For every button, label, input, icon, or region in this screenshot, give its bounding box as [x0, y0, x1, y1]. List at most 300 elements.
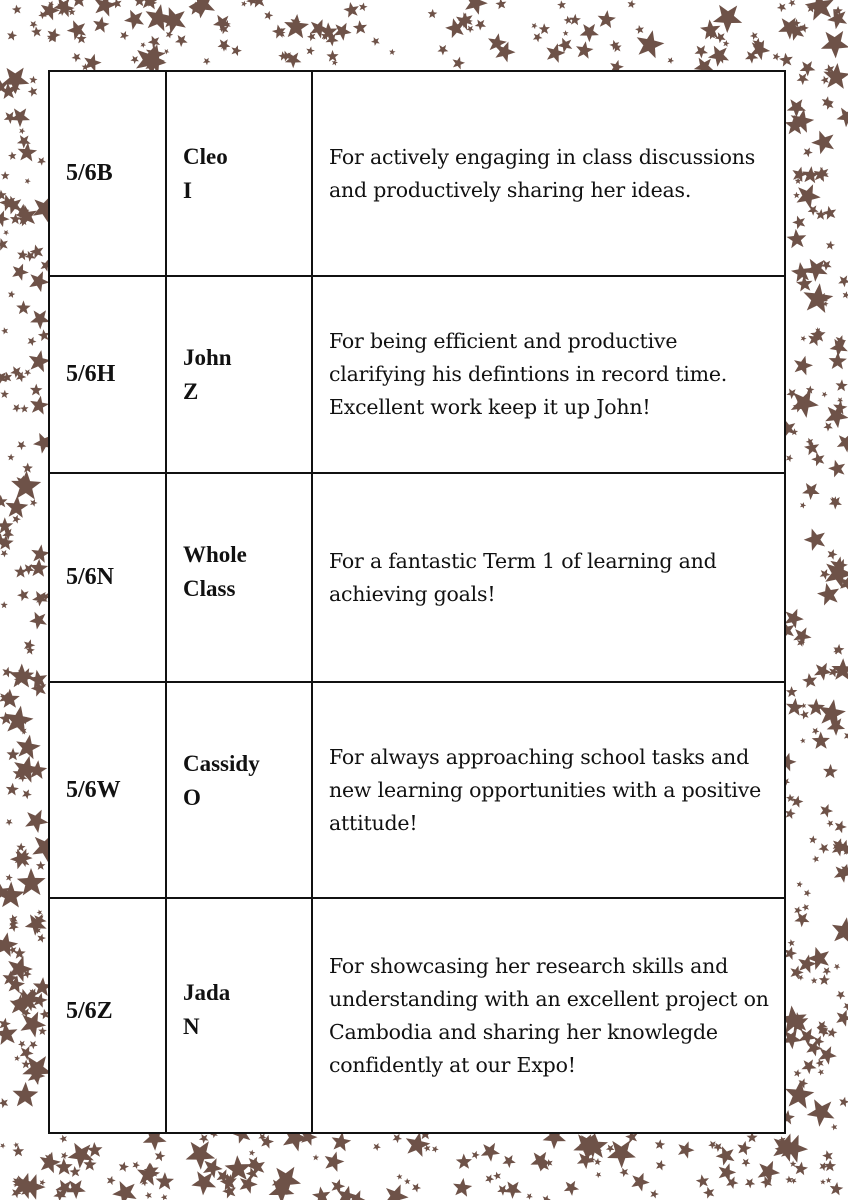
- star-icon: [332, 59, 338, 65]
- star-icon: [844, 731, 848, 740]
- class-cell: 5/6H: [49, 276, 166, 473]
- star-icon: [6, 819, 13, 826]
- reason-line: For actively engaging in class discussions: [329, 144, 756, 169]
- star-icon: [389, 49, 396, 56]
- reason-line: confidently at our Expo!: [329, 1052, 576, 1077]
- reason-line: For always approaching school tasks and: [329, 744, 749, 769]
- star-icon: [580, 24, 599, 42]
- reason-line: Cambodia and sharing her knowlegde: [329, 1019, 718, 1044]
- star-icon: [40, 1179, 46, 1186]
- star-icon: [107, 1176, 116, 1185]
- star-icon: [650, 1190, 659, 1199]
- star-icon: [334, 23, 352, 41]
- star-icon: [0, 211, 10, 228]
- star-icon: [678, 1141, 695, 1158]
- student-name-cell: [166, 898, 312, 1133]
- star-icon: [29, 1041, 38, 1050]
- star-icon: [20, 404, 28, 412]
- star-icon: [843, 1003, 848, 1011]
- star-icon: [18, 1040, 26, 1048]
- star-icon: [815, 209, 826, 220]
- star-icon: [145, 1192, 152, 1199]
- star-icon: [21, 1012, 47, 1038]
- star-icon: [737, 1141, 751, 1155]
- star-icon: [834, 964, 841, 970]
- star-icon: [353, 20, 367, 34]
- class-cell: 5/6N: [49, 473, 166, 682]
- star-icon: [830, 1182, 844, 1195]
- star-icon: [36, 861, 46, 870]
- star-icon: [801, 703, 807, 709]
- star-icon: [12, 1145, 24, 1156]
- star-icon: [827, 1028, 837, 1038]
- star-icon: [17, 868, 46, 896]
- star-icon: [456, 1154, 472, 1170]
- star-icon: [667, 57, 674, 64]
- star-icon: [31, 26, 42, 37]
- star-icon: [794, 356, 813, 376]
- star-icon: [7, 454, 14, 461]
- star-icon: [557, 38, 572, 53]
- star-icon: [818, 1069, 825, 1076]
- star-icon: [7, 748, 20, 761]
- reason-line: achieving goals!: [329, 581, 496, 606]
- star-icon: [797, 184, 821, 209]
- star-icon: [12, 264, 29, 281]
- star-icon: [804, 529, 825, 551]
- star-icon: [22, 463, 33, 473]
- star-icon: [12, 404, 21, 413]
- star-icon: [715, 32, 726, 43]
- star-icon: [8, 291, 15, 299]
- star-icon: [843, 291, 848, 299]
- star-icon: [791, 390, 819, 418]
- star-icon: [823, 764, 838, 778]
- star-icon: [203, 58, 211, 65]
- star-icon: [801, 1059, 816, 1074]
- star-icon: [37, 910, 43, 916]
- table-row: [49, 898, 785, 1133]
- star-icon: [794, 1069, 802, 1077]
- star-icon: [313, 1154, 319, 1160]
- star-icon: [343, 2, 359, 18]
- star-icon: [3, 230, 9, 236]
- star-icon: [148, 36, 160, 48]
- star-icon: [404, 1178, 411, 1184]
- star-icon: [0, 535, 14, 550]
- star-icon: [146, 4, 173, 31]
- reason-line: Excellent work keep it up John!: [329, 395, 651, 419]
- star-icon: [71, 0, 87, 7]
- star-icon: [175, 35, 188, 47]
- star-icon: [9, 664, 34, 688]
- star-icon: [331, 1179, 345, 1194]
- star-icon: [531, 23, 537, 29]
- star-icon: [61, 1152, 68, 1160]
- awards-table: [48, 70, 786, 1134]
- star-icon: [569, 14, 581, 25]
- star-icon: [199, 1134, 209, 1144]
- student-name-line: Cassidy: [183, 751, 260, 776]
- star-icon: [30, 384, 43, 396]
- star-icon: [8, 152, 17, 161]
- star-icon: [835, 821, 847, 834]
- star-icon: [55, 1158, 73, 1175]
- star-icon: [28, 87, 38, 97]
- star-icon: [812, 728, 820, 736]
- star-icon: [823, 63, 848, 89]
- student-name-line: Class: [183, 575, 236, 601]
- star-icon: [773, 53, 781, 61]
- star-icon: [784, 947, 797, 960]
- star-icon: [166, 31, 173, 39]
- star-icon: [453, 57, 466, 70]
- reason-cell: [312, 473, 785, 682]
- star-icon: [836, 991, 845, 1000]
- star-icon: [0, 1018, 11, 1030]
- star-icon: [800, 61, 816, 76]
- star-icon: [533, 33, 543, 43]
- star-icon: [637, 30, 665, 58]
- star-icon: [18, 143, 37, 162]
- star-icon: [800, 738, 806, 744]
- star-icon: [826, 241, 835, 250]
- star-icon: [836, 108, 848, 128]
- star-icon: [837, 434, 848, 453]
- star-icon: [1, 550, 9, 558]
- star-icon: [132, 1161, 140, 1169]
- reason-line: understanding with an excellent project on: [329, 986, 769, 1011]
- star-icon: [504, 1182, 522, 1199]
- star-icon: [40, 1152, 61, 1174]
- star-icon: [156, 1172, 174, 1190]
- star-icon: [817, 583, 839, 606]
- reason-line: For being efficient and productive: [329, 329, 678, 353]
- star-icon: [396, 1174, 402, 1180]
- star-icon: [526, 1193, 533, 1200]
- star-icon: [576, 41, 594, 59]
- star-icon: [836, 379, 848, 391]
- star-icon: [811, 452, 824, 466]
- reason-line: attitude!: [329, 810, 418, 835]
- star-icon: [325, 1152, 345, 1172]
- student-name-line: Cleo: [183, 143, 228, 169]
- star-icon: [801, 336, 807, 342]
- star-icon: [794, 1162, 808, 1176]
- star-icon: [29, 76, 37, 84]
- star-icon: [20, 1046, 34, 1060]
- star-icon: [359, 3, 368, 12]
- star-icon: [307, 32, 316, 41]
- star-icon: [264, 11, 273, 20]
- star-icon: [564, 1181, 579, 1196]
- star-icon: [832, 917, 848, 944]
- star-icon: [120, 31, 129, 40]
- student-name-cell: [166, 682, 312, 898]
- star-icon: [797, 73, 809, 85]
- star-icon: [332, 1132, 352, 1152]
- student-name-cell: [166, 71, 312, 276]
- student-name-cell: [166, 276, 312, 473]
- star-icon: [25, 178, 31, 184]
- table-row: [49, 71, 785, 276]
- star-icon: [807, 1099, 835, 1127]
- star-icon: [373, 1143, 381, 1151]
- star-icon: [87, 1142, 103, 1157]
- class-cell: 5/6Z: [49, 898, 166, 1133]
- star-icon: [453, 1178, 472, 1197]
- star-icon: [437, 45, 448, 56]
- star-icon: [800, 502, 806, 509]
- star-icon: [635, 25, 644, 34]
- star-icon: [5, 706, 34, 735]
- star-icon: [788, 939, 795, 947]
- star-icon: [240, 1175, 258, 1194]
- star-icon: [4, 112, 17, 124]
- star-icon: [818, 843, 829, 854]
- star-icon: [826, 820, 833, 827]
- star-icon: [606, 1145, 615, 1153]
- star-icon: [797, 881, 803, 888]
- reason-cell: [312, 898, 785, 1133]
- star-icon: [472, 1151, 480, 1160]
- reason-line: and productively sharing her ideas.: [329, 177, 692, 202]
- star-icon: [6, 783, 19, 796]
- star-icon: [824, 1160, 836, 1172]
- star-icon: [807, 698, 825, 715]
- star-icon: [130, 56, 139, 64]
- star-icon: [786, 686, 798, 697]
- star-icon: [828, 460, 845, 478]
- star-icon: [803, 148, 813, 158]
- star-icon: [786, 454, 793, 462]
- star-icon: [29, 612, 47, 630]
- star-icon: [119, 1162, 129, 1172]
- star-icon: [802, 483, 820, 500]
- star-icon: [831, 1124, 838, 1131]
- star-icon: [542, 1195, 551, 1200]
- star-icon: [785, 808, 796, 819]
- student-name-line: Whole: [183, 541, 247, 567]
- star-icon: [628, 0, 636, 8]
- star-icon: [809, 835, 817, 843]
- reason-cell: [312, 276, 785, 473]
- star-icon: [140, 42, 146, 48]
- star-icon: [493, 1172, 501, 1180]
- star-icon: [495, 0, 506, 9]
- star-icon: [13, 515, 21, 524]
- student-name-line: I: [183, 177, 192, 203]
- star-icon: [37, 157, 46, 166]
- star-icon: [786, 698, 804, 716]
- star-icon: [124, 10, 144, 30]
- star-icon: [0, 932, 18, 957]
- star-icon: [786, 794, 794, 802]
- star-icon: [595, 1172, 601, 1178]
- star-icon: [432, 1146, 439, 1153]
- star-icon: [607, 1141, 636, 1169]
- star-icon: [14, 1055, 20, 1061]
- star-icon: [485, 1174, 494, 1183]
- star-icon: [823, 422, 833, 431]
- star-icon: [1, 327, 8, 334]
- table-row: [49, 276, 785, 473]
- star-icon: [25, 251, 36, 262]
- star-icon: [563, 30, 569, 36]
- reason-cell: [312, 71, 785, 276]
- star-icon: [475, 20, 486, 31]
- student-name-line: John: [183, 344, 232, 370]
- star-icon: [312, 1187, 330, 1200]
- star-icon: [742, 1159, 751, 1168]
- star-icon: [93, 16, 109, 32]
- star-icon: [758, 1161, 781, 1184]
- star-icon: [94, 0, 117, 17]
- star-icon: [788, 0, 795, 7]
- table-row: [49, 682, 785, 898]
- star-icon: [59, 1135, 67, 1143]
- star-icon: [385, 1184, 409, 1200]
- star-icon: [284, 14, 309, 38]
- student-name-cell: [166, 473, 312, 682]
- star-icon: [29, 271, 49, 292]
- star-icon: [821, 76, 829, 85]
- star-icon: [812, 732, 830, 750]
- table-row: [49, 473, 785, 682]
- star-icon: [703, 1187, 714, 1199]
- reason-line: clarifying his defintions in record time.: [329, 362, 728, 386]
- student-name-line: N: [183, 1013, 200, 1039]
- star-icon: [348, 1190, 367, 1200]
- star-icon: [1, 601, 8, 608]
- star-icon: [17, 589, 29, 601]
- star-icon: [2, 667, 12, 678]
- star-icon: [326, 50, 338, 62]
- reason-line: For a fantastic Term 1 of learning and: [329, 548, 717, 573]
- star-icon: [27, 337, 36, 346]
- star-icon: [793, 192, 800, 199]
- star-icon: [30, 396, 49, 415]
- student-name-line: O: [183, 785, 201, 810]
- star-icon: [465, 0, 488, 15]
- star-icon: [69, 1166, 80, 1177]
- star-icon: [249, 1150, 255, 1156]
- star-icon: [838, 275, 848, 287]
- star-icon: [231, 45, 242, 56]
- star-icon: [0, 1098, 8, 1108]
- star-icon: [0, 390, 9, 399]
- star-icon: [161, 1194, 168, 1200]
- star-icon: [750, 32, 758, 40]
- star-icon: [823, 967, 832, 975]
- star-icon: [539, 23, 550, 34]
- star-icon: [811, 131, 834, 155]
- class-cell: 5/6B: [49, 71, 166, 276]
- star-icon: [787, 229, 807, 248]
- star-icon: [371, 37, 380, 46]
- star-icon: [822, 1150, 833, 1161]
- reason-cell: [312, 682, 785, 898]
- star-icon: [822, 392, 828, 398]
- star-icon: [7, 31, 17, 41]
- star-icon: [811, 977, 818, 984]
- star-icon: [695, 45, 709, 58]
- star-icon: [6, 874, 13, 881]
- star-icon: [745, 1178, 755, 1188]
- star-icon: [48, 28, 61, 42]
- star-icon: [428, 9, 438, 18]
- star-icon: [1, 171, 10, 180]
- star-icon: [723, 40, 730, 47]
- star-icon: [241, 1, 247, 7]
- star-icon: [155, 1151, 166, 1162]
- star-icon: [16, 735, 41, 760]
- star-icon: [38, 1027, 47, 1035]
- reason-line: For showcasing her research skills and: [329, 953, 729, 978]
- star-icon: [800, 710, 809, 720]
- star-icon: [5, 495, 28, 518]
- star-icon: [24, 369, 31, 376]
- star-icon: [819, 974, 830, 985]
- star-icon: [0, 238, 8, 251]
- star-icon: [821, 31, 848, 59]
- star-icon: [466, 26, 474, 34]
- star-icon: [17, 441, 27, 450]
- star-icon: [306, 46, 315, 55]
- star-icon: [777, 3, 786, 12]
- star-icon: [17, 249, 28, 260]
- star-icon: [696, 1174, 709, 1187]
- star-icon: [0, 1143, 6, 1149]
- star-icon: [13, 1082, 39, 1107]
- star-icon: [792, 216, 805, 230]
- star-icon: [794, 912, 809, 927]
- star-icon: [30, 559, 49, 577]
- student-name-line: Jada: [183, 979, 231, 1005]
- star-icon: [814, 663, 832, 681]
- star-icon: [37, 934, 46, 943]
- star-icon: [25, 810, 48, 833]
- star-icon: [72, 53, 82, 63]
- star-icon: [272, 25, 286, 39]
- star-icon: [785, 1176, 793, 1184]
- star-icon: [14, 565, 27, 578]
- star-icon: [481, 1143, 500, 1162]
- star-icon: [557, 0, 566, 9]
- star-icon: [820, 1179, 826, 1185]
- star-icon: [140, 0, 159, 9]
- star-icon: [12, 5, 22, 15]
- star-icon: [112, 1181, 136, 1200]
- star-icon: [779, 53, 793, 67]
- star-icon: [11, 471, 41, 500]
- star-icon: [30, 499, 38, 507]
- star-icon: [785, 1080, 814, 1109]
- star-icon: [827, 549, 837, 560]
- reason-line: new learning opportunities with a positive: [329, 777, 762, 802]
- star-icon: [412, 1183, 421, 1192]
- star-icon: [502, 1155, 515, 1168]
- star-icon: [820, 804, 833, 818]
- star-icon: [0, 495, 8, 508]
- star-icon: [16, 300, 31, 314]
- star-icon: [804, 889, 811, 897]
- class-cell: 5/6W: [49, 682, 166, 898]
- star-icon: [655, 1139, 665, 1149]
- star-icon: [619, 1168, 628, 1177]
- star-icon: [826, 1177, 832, 1183]
- star-icon: [785, 609, 804, 629]
